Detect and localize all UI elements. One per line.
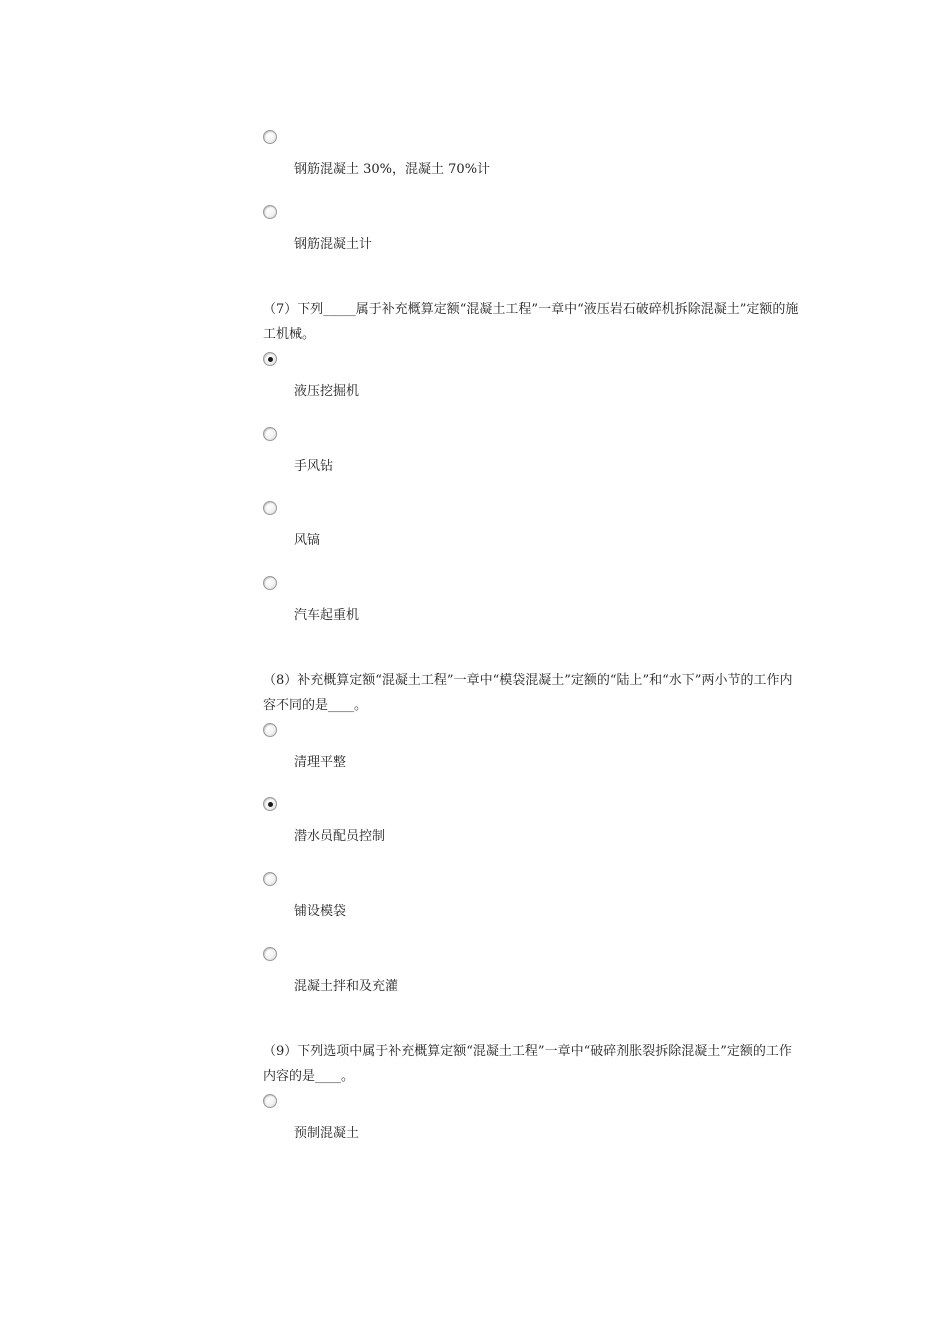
q7-question-text: （7）下列_____属于补充概算定额“混凝土工程”一章中“液压岩石破碎机拆除混凝土”定额的施工机械。 [263,302,799,342]
q7-option-3-radio[interactable] [263,501,277,515]
q8-option-4-label: 混凝土拌和及充灌 [294,979,399,994]
q8-option-3-radio[interactable] [263,872,277,886]
q7-option-4-radio[interactable] [263,576,277,590]
q8-option-2-label: 潜水员配员控制 [294,829,386,844]
q7-option-1-label: 液压挖掘机 [294,384,360,399]
q9-option-1-label: 预制混凝土 [294,1126,360,1141]
q8-option-2-radio[interactable] [263,797,277,811]
q7-option-2-radio[interactable] [263,427,277,441]
q8-question-text: （8）补充概算定额“混凝土工程”一章中“模袋混凝土”定额的“陆上”和“水下”两小节的工作内容不同的是____。 [263,673,793,713]
q7-option-3-label: 风镐 [294,533,321,548]
q8-option-1-label: 清理平整 [294,755,347,770]
q7-option-2-label: 手风钻 [294,459,334,474]
q6-option-2-label: 钢筋混凝土计 [294,237,373,252]
q9-option-1-radio[interactable] [263,1094,277,1108]
q6-option-2-radio[interactable] [263,205,277,219]
q6-option-1-label: 钢筋混凝土 30%，混凝土 70%计 [294,162,491,177]
q9-question-text: （9）下列选项中属于补充概算定额“混凝土工程”一章中“破碎剂胀裂拆除混凝土”定额的工作内容的是____。 [263,1044,792,1084]
q6-option-1-radio[interactable] [263,130,277,144]
q8-option-4-radio[interactable] [263,947,277,961]
q8-option-3-label: 铺设模袋 [294,904,347,919]
q8-option-1-radio[interactable] [263,723,277,737]
q7-option-4-label: 汽车起重机 [294,608,360,623]
q7-option-1-radio[interactable] [263,352,277,366]
